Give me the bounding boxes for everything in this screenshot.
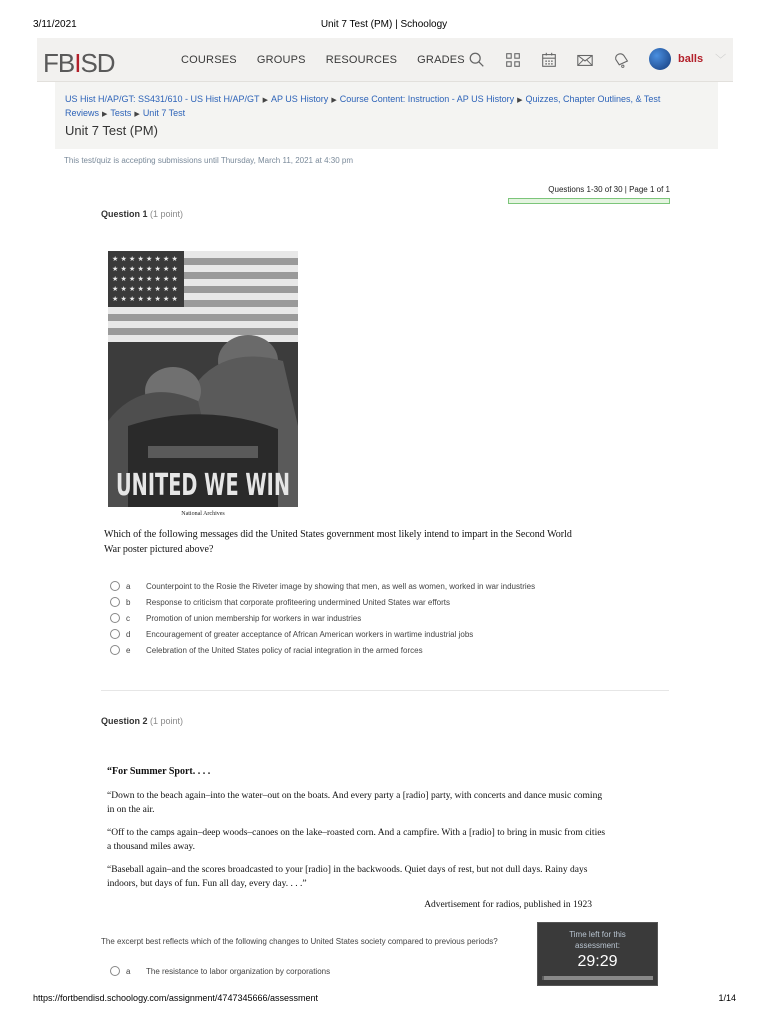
- radio-button[interactable]: [110, 597, 120, 607]
- timer-label: Time left for this assessment:: [569, 930, 626, 950]
- radio-button[interactable]: [110, 645, 120, 655]
- breadcrumb-separator-icon: ▶: [517, 97, 523, 104]
- question-1-prompt: Which of the following messages did the United States government most likely intend to impart in the Second World War poster pictured above?: [104, 529, 572, 555]
- username[interactable]: balls: [678, 53, 704, 65]
- poster-slogan: UNITED WE WIN: [116, 468, 290, 503]
- page-title: Unit 7 Test (PM): [65, 123, 158, 138]
- excerpt-title: “For Summer Sport. . . .: [107, 766, 211, 777]
- united-we-win-poster: [108, 251, 298, 507]
- svg-text:★ ★ ★ ★ ★ ★ ★ ★: ★ ★ ★ ★ ★ ★ ★ ★: [112, 275, 178, 283]
- question-2-prompt: The excerpt best reflects which of the following changes to United States society compared to previous periods?: [101, 937, 498, 946]
- option-a[interactable]: [110, 963, 330, 979]
- course-header: [55, 82, 718, 149]
- svg-text:★ ★ ★ ★ ★ ★ ★ ★: ★ ★ ★ ★ ★ ★ ★ ★: [112, 265, 178, 273]
- option-text: The resistance to labor organization by corporations: [146, 966, 331, 976]
- option-letter: a: [126, 581, 131, 591]
- print-title: Unit 7 Test (PM) | Schoology: [320, 19, 448, 30]
- option-text: Encouragement of greater acceptance of African American workers in wartime industrial jobs: [146, 629, 474, 639]
- svg-text:★ ★ ★ ★ ★ ★ ★ ★: ★ ★ ★ ★ ★ ★ ★ ★: [112, 295, 178, 303]
- option-e[interactable]: [110, 642, 535, 658]
- option-letter: e: [126, 645, 131, 655]
- excerpt-paragraph: “Baseball again–and the scores broadcasted to your [radio] in the backwoods. Quiet days of rest, but not dull days. Rainy days indoors, but days of fun. Fun all day, every day. . . .”: [107, 865, 588, 889]
- progress-fill: [509, 199, 669, 203]
- question-1-options: [110, 578, 535, 658]
- breadcrumb-separator-icon: ▶: [134, 111, 140, 118]
- breadcrumb-separator-icon: ▶: [262, 97, 268, 104]
- breadcrumb-separator-icon: ▶: [331, 97, 337, 104]
- nav-grades-link[interactable]: GRADES: [417, 54, 465, 66]
- progress-bar: [508, 198, 670, 204]
- option-d[interactable]: [110, 626, 535, 642]
- avatar[interactable]: [649, 48, 671, 70]
- excerpt-attribution: Advertisement for radios, published in 1923: [424, 900, 592, 910]
- svg-text:★ ★ ★ ★ ★ ★ ★ ★: ★ ★ ★ ★ ★ ★ ★ ★: [112, 285, 178, 293]
- nav-groups-link[interactable]: GROUPS: [256, 54, 306, 66]
- fbisd-logo[interactable]: FBISD: [43, 48, 115, 78]
- timer-bar: [542, 976, 653, 980]
- question-count: Questions 1-30 of 30 | Page 1 of 1: [548, 185, 670, 194]
- breadcrumb-item-course[interactable]: US Hist H/AP/GT: SS431/610 - US Hist H/AP/GT: [65, 94, 260, 104]
- breadcrumb-item-section[interactable]: AP US History: [270, 94, 329, 104]
- option-a[interactable]: [110, 578, 535, 594]
- calendar-icon[interactable]: [531, 38, 567, 82]
- option-b[interactable]: [110, 594, 535, 610]
- question-1-label: Question 1 (1 point): [101, 209, 184, 219]
- print-page-number: 1/14: [718, 993, 736, 1003]
- chevron-down-icon[interactable]: ﹀: [715, 54, 727, 66]
- option-c[interactable]: [110, 610, 535, 626]
- nav-links: [171, 38, 475, 82]
- question-divider: [101, 690, 669, 691]
- option-text: Counterpoint to the Rosie the Riveter image by showing that men, as well as women, worked in war industries: [146, 581, 536, 591]
- breadcrumb-item-tests[interactable]: Tests: [110, 108, 132, 118]
- submission-notice: This test/quiz is accepting submissions until Thursday, March 11, 2021 at 4:30 pm: [64, 156, 354, 165]
- image-caption: National Archives: [181, 511, 225, 517]
- print-date: 3/11/2021: [33, 19, 77, 30]
- nav-courses-link[interactable]: COURSES: [181, 54, 237, 66]
- question-1-points: (1 point): [150, 209, 184, 219]
- option-letter: b: [126, 597, 131, 607]
- option-letter: c: [126, 613, 130, 623]
- svg-text:★ ★ ★ ★ ★ ★ ★ ★: ★ ★ ★ ★ ★ ★ ★ ★: [112, 255, 178, 263]
- nav-resources-link[interactable]: RESOURCES: [325, 54, 398, 66]
- search-icon[interactable]: [459, 38, 495, 82]
- nav-icons: [459, 38, 639, 82]
- excerpt-paragraph: “Off to the camps again–deep woods–canoes on the lake–roasted corn. And a campfire. With a [radio] to bring in music from cities a thousand miles away.: [107, 828, 606, 852]
- print-url: https://fortbendisd.schoology.com/assignment/4747345666/assessment: [33, 993, 319, 1003]
- user-menu[interactable]: [649, 48, 726, 70]
- print-header: [0, 0, 768, 38]
- breadcrumb-separator-icon: ▶: [102, 111, 108, 118]
- radio-button[interactable]: [110, 966, 120, 976]
- breadcrumb-item-content[interactable]: Course Content: Instruction - AP US History: [339, 94, 515, 104]
- apps-grid-icon[interactable]: [495, 38, 531, 82]
- option-text: Promotion of union membership for workers in war industries: [146, 613, 362, 623]
- mail-icon[interactable]: [567, 38, 603, 82]
- breadcrumb: [65, 93, 705, 121]
- option-text: Celebration of the United States policy of racial integration in the armed forces: [146, 645, 423, 655]
- excerpt-paragraph: “Down to the beach again–into the water–out on the boats. And every party a [radio] party, with concerts and dance music coming in on the air.: [107, 791, 603, 815]
- question-2-options: [110, 963, 330, 979]
- option-letter: d: [126, 629, 131, 639]
- question-2-points: (1 point): [150, 716, 184, 726]
- timer-bar-fill: [542, 976, 544, 980]
- question-2-excerpt: [107, 765, 607, 912]
- assessment-timer: [537, 922, 658, 986]
- question-2-label: Question 2 (1 point): [101, 716, 184, 726]
- option-letter: a: [126, 966, 131, 976]
- radio-button[interactable]: [110, 629, 120, 639]
- breadcrumb-item-unit7[interactable]: Unit 7 Test: [142, 108, 186, 118]
- option-text: Response to criticism that corporate profiteering undermined United States war efforts: [146, 597, 450, 607]
- radio-button[interactable]: [110, 581, 120, 591]
- timer-value: 29:29: [577, 953, 618, 970]
- top-navbar: [37, 38, 733, 82]
- breadcrumb-item-quizzes[interactable]: Quizzes, Chapter Outlines, & Test Reviews: [65, 94, 661, 118]
- radio-button[interactable]: [110, 613, 120, 623]
- bell-icon[interactable]: [603, 38, 639, 82]
